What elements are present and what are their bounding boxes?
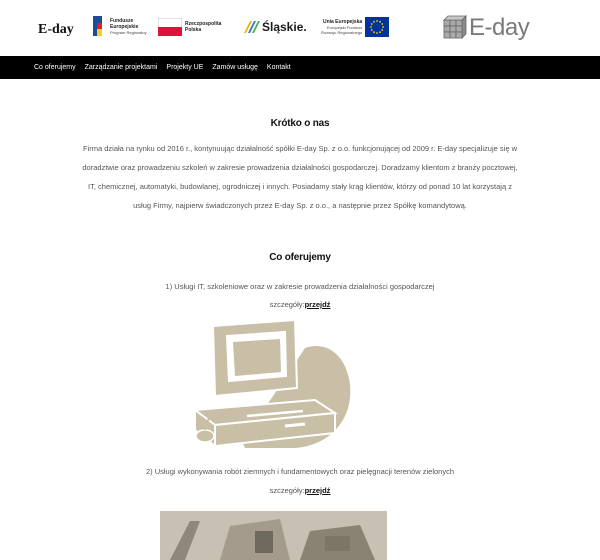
offer-item-1-link[interactable]: przejdź	[304, 300, 331, 309]
computer-illustration[interactable]	[185, 318, 355, 458]
rp-logo-line2: Polska	[185, 27, 202, 33]
about-text: Firma działa na rynku od 2016 r., kontynuując działalność spółki E-day Sp. z o.o. funkcjonującej od 2009 r. E-day specjalizuje się w doradztwie oraz prowadzeniu szkoleń w zakresie prowadzenia działalności gospodarczej. Doradzamy klientom z branży pocztowej, IT, chemicznej, automatyki, budowlanej, ogrodniczej i innych. Posiadamy stały krąg klientów, którzy od ponad 10 lat korzystają z usług Firmy, najpierw świadczonych przez E-day Sp. z o.o., a następnie przez Spółkę komandytową.	[82, 144, 518, 210]
slaskie-logo	[242, 19, 307, 35]
details-label: szczegóły:	[269, 486, 305, 495]
nav-item-zamow-usluge[interactable]: Zamów usługę	[212, 64, 258, 71]
about-title: Krótko o nas	[270, 118, 330, 129]
site-header	[0, 0, 600, 56]
ue-logo-line3: Rozwoju Regionalnego	[321, 30, 363, 35]
nav-item-kontakt[interactable]: Kontakt	[266, 64, 291, 71]
slaskie-logo-text: Śląskie.	[262, 20, 307, 34]
eday-cube-icon	[443, 15, 467, 41]
ue-logo-line1: Unia Europejska	[322, 19, 363, 25]
site-brand[interactable]: E-day	[38, 22, 74, 37]
main-nav	[0, 56, 600, 79]
polish-flag-icon	[158, 18, 182, 36]
construction-photo[interactable]	[160, 511, 387, 560]
nav-item-co-oferujemy[interactable]: Co oferujemy	[34, 64, 76, 71]
rp-logo-line1: Rzeczpospolita	[185, 21, 222, 27]
offer-item-2-link[interactable]: przejdź	[304, 486, 331, 495]
offer-item-1-text: 1) Usługi IT, szkoleniowe oraz w zakresie prowadzenia działalności gospodarczej	[165, 282, 435, 291]
construction-photo-image	[160, 511, 387, 560]
eday-logo-text: E-day	[469, 14, 530, 41]
fe-flag-icon	[93, 16, 107, 36]
details-label: szczegóły:	[269, 300, 305, 309]
nav-item-projekty-ue[interactable]: Projekty UE	[166, 64, 204, 71]
eday-logo[interactable]	[443, 14, 529, 42]
slaskie-stripes-icon	[242, 19, 260, 35]
eu-flag-icon	[365, 17, 389, 37]
rzeczpospolita-polska-logo	[158, 18, 221, 36]
ue-logo-line2: Europejski Fundusz	[327, 25, 363, 30]
offer-item-2-text: 2) Usługi wykonywania robót ziemnych i fundamentowych oraz pielęgnacji terenów zielonych	[145, 467, 455, 476]
offer-item-1-details	[0, 300, 600, 309]
fe-logo-line3: Program Regionalny	[110, 29, 147, 35]
nav-item-zarzadzanie-projektami[interactable]: Zarządzanie projektami	[84, 64, 158, 71]
unia-europejska-logo	[321, 17, 389, 37]
fe-logo-line2: Europejskie	[110, 23, 139, 30]
fe-logo-line1: Fundusze	[110, 17, 134, 24]
offer-title: Co oferujemy	[269, 252, 331, 263]
offer-item-2-details	[0, 486, 600, 495]
fundusze-europejskie-logo	[93, 16, 146, 36]
